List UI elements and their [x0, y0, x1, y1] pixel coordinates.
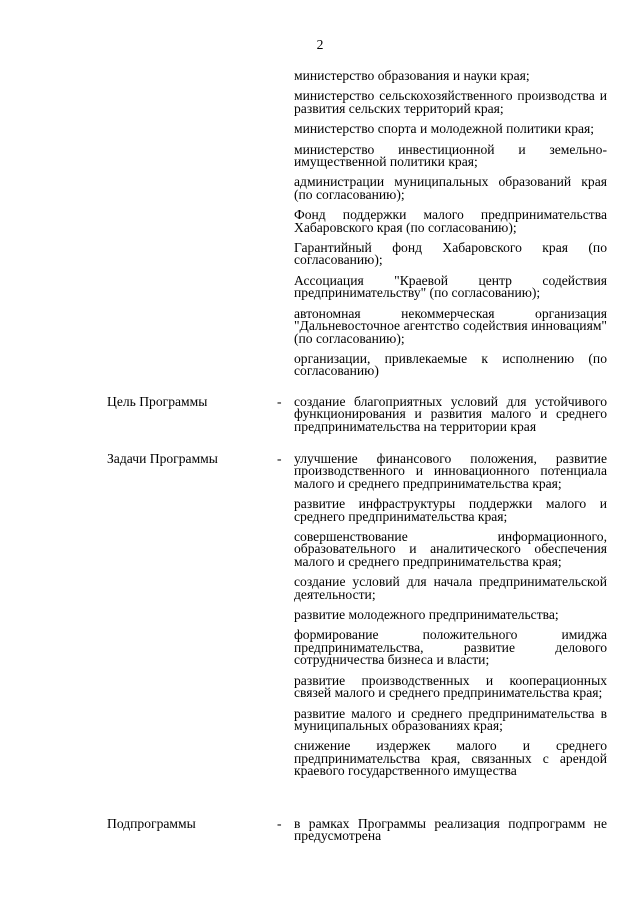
list-item: министерство сельскохозяйственного производства и развития сельских территорий края;: [294, 88, 607, 116]
list-item: совершенствование информационного, образовательного и аналитического обеспечения малого и среднего предпринимательства края;: [294, 529, 607, 569]
list-item: создание условий для начала предпринимательской деятельности;: [294, 574, 607, 602]
tasks-label: Задачи Программы: [107, 451, 218, 466]
list-item: снижение издержек малого и среднего предпринимательства края, связанных с арендой краевого государственного имущества: [294, 738, 607, 779]
list-item: развитие молодежного предпринимательства;: [294, 607, 559, 623]
list-item: развитие инфраструктуры поддержки малого и среднего предпринимательства края;: [294, 496, 607, 524]
list-item: администрации муниципальных образований края (по согласованию);: [294, 174, 607, 202]
list-item: министерство инвестиционной и земельно-имущественной политики края;: [294, 141, 607, 170]
executors-list: [294, 70, 607, 378]
goal-label: Цель Программы: [107, 394, 208, 409]
subprograms-text: [294, 818, 607, 843]
page-number: 2: [316, 37, 324, 52]
list-item: министерство спорта и молодежной политики края;: [294, 121, 595, 137]
tasks-dash: -: [277, 451, 282, 466]
list-item: автономная некоммерческая организация "Дальневосточное агентство содействия инновациям" (по согласованию);: [294, 305, 607, 346]
subprograms-dash: -: [277, 816, 282, 831]
list-item: улучшение финансового положения, развитие производственного и инновационного потенциала малого и среднего предпринимательства края;: [294, 451, 607, 491]
list-item: Фонд поддержки малого предпринимательства Хабаровского края (по согласованию);: [294, 207, 607, 235]
list-item: в рамках Программы реализация подпрограмм не предусмотрена: [294, 816, 607, 844]
subprograms-label: Подпрограммы: [107, 816, 196, 831]
list-item: Ассоциация "Краевой центр содействия предпринимательству" (по согласованию);: [294, 272, 607, 301]
list-item: развитие производственных и кооперационных связей малого и среднего предпринимательства края;: [294, 672, 607, 701]
list-item: министерство образования и науки края;: [294, 68, 530, 83]
goal-text: [294, 396, 607, 433]
list-item: формирование положительного имиджа предпринимательства, развитие делового сотрудничества бизнеса и власти;: [294, 627, 607, 668]
list-item: Гарантийный фонд Хабаровского края (по согласованию);: [294, 240, 607, 268]
list-item: организации, привлекаемые к исполнению (по согласованию): [294, 350, 607, 379]
goal-dash: -: [277, 394, 282, 409]
tasks-list: [294, 453, 607, 778]
list-item: создание благоприятных условий для устойчивого функционирования и развития малого и среднего предпринимательства на территории края: [294, 394, 607, 434]
list-item: развитие малого и среднего предпринимательства в муниципальных образованиях края;: [294, 705, 607, 733]
